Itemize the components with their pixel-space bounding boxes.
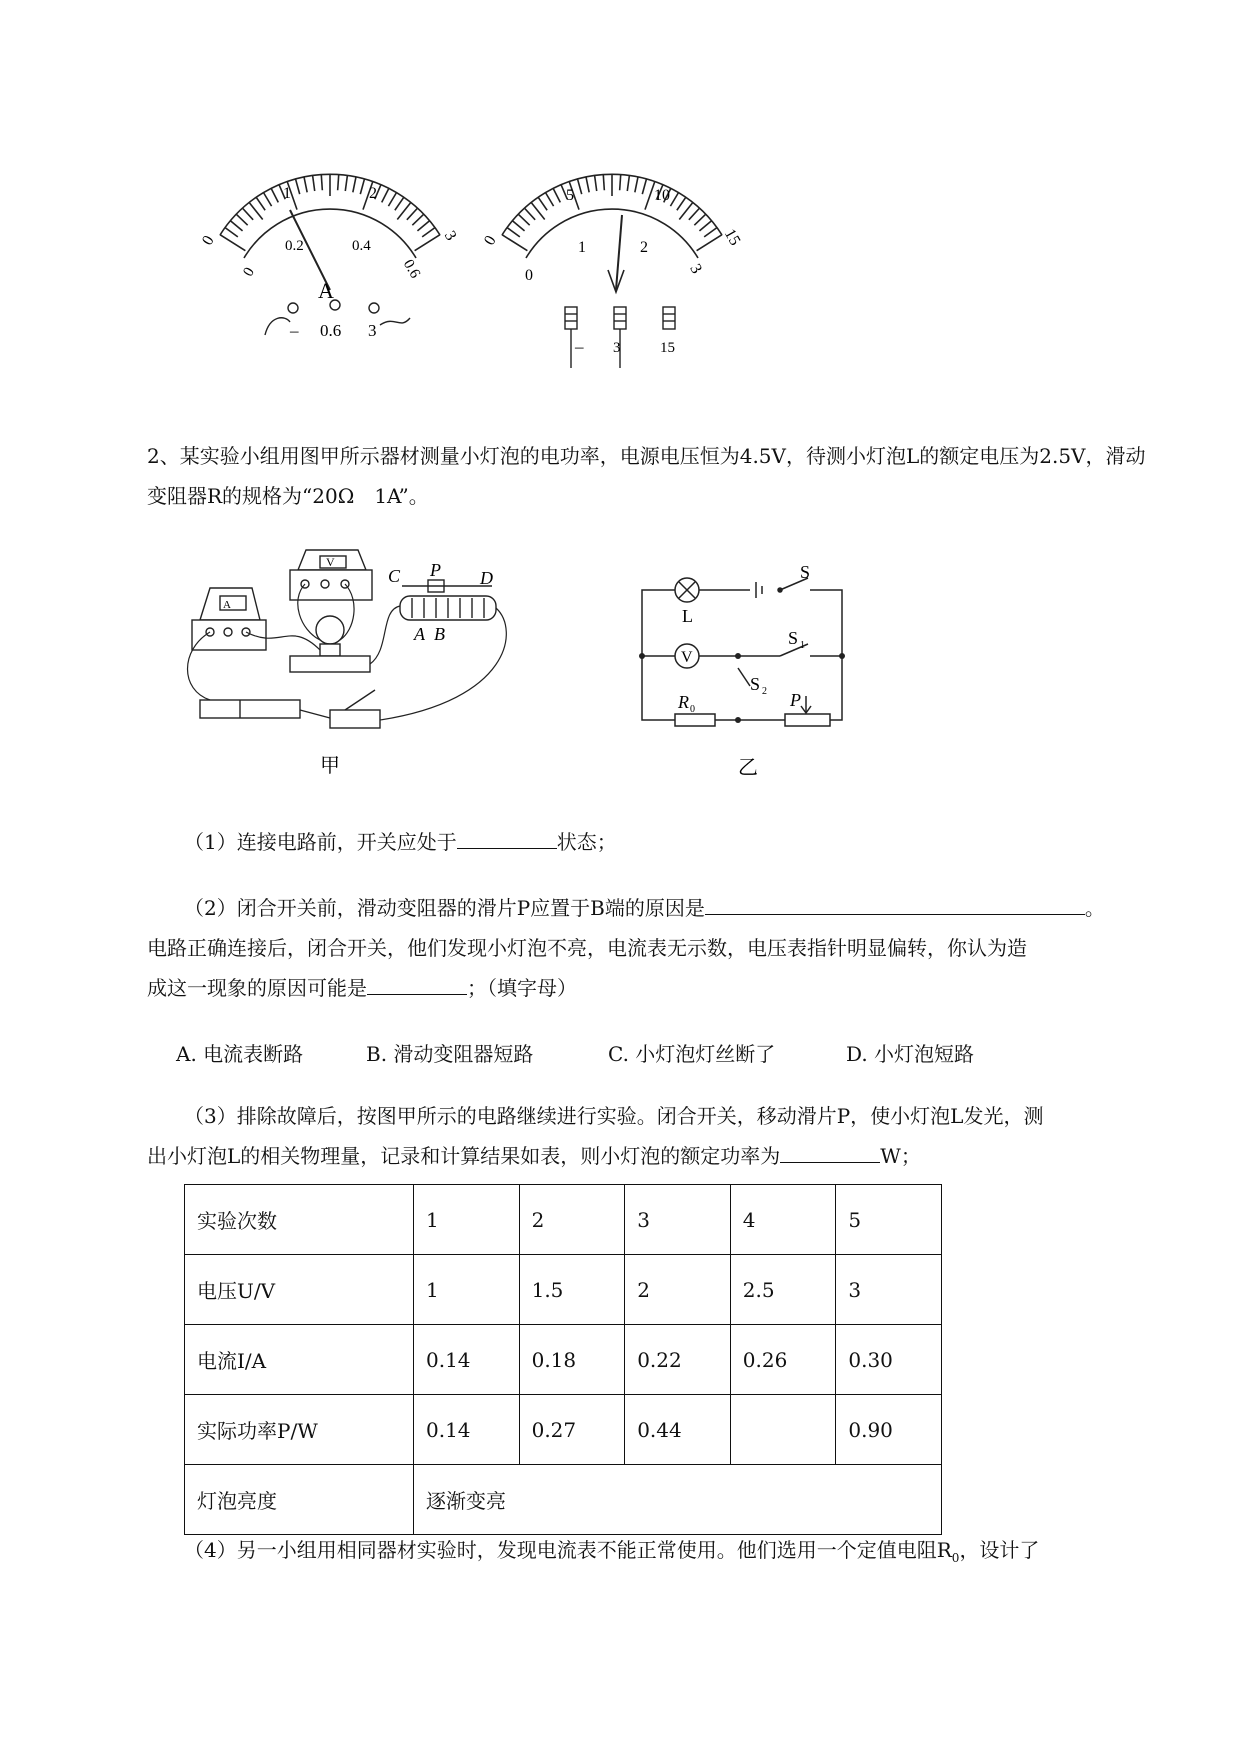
table-cell: 2	[519, 1185, 625, 1255]
table-cell: 3	[836, 1255, 942, 1325]
q2-cause-blank[interactable]	[367, 970, 467, 995]
table-row	[185, 1255, 942, 1325]
fig-yi-label-R0: R	[678, 692, 689, 712]
dial-tick	[538, 197, 547, 210]
voltmeter-terminal-3: 3	[613, 340, 621, 356]
dial-tick	[627, 175, 629, 191]
table-cell: 0.18	[519, 1325, 625, 1395]
q2-line3-after: ；（填字母）	[467, 976, 577, 1000]
dial-tick	[242, 208, 253, 220]
dial-tick	[689, 208, 700, 220]
voltmeter-top-10: 10	[654, 187, 670, 204]
table-cell: 1	[414, 1255, 520, 1325]
dial-tick	[225, 227, 238, 236]
fig-yi-caption: 乙	[738, 757, 758, 779]
q1-answer-blank[interactable]	[457, 824, 557, 849]
voltmeter-bottom-2: 2	[640, 239, 648, 256]
table-cell: 3	[625, 1185, 731, 1255]
table-cell: 1.5	[519, 1255, 625, 1325]
table-row	[185, 1185, 942, 1255]
voltmeter-bottom-0: 0	[525, 267, 533, 284]
q1-text-after: 状态；	[556, 830, 617, 854]
ammeter-top-3: 3	[440, 228, 460, 244]
option-b[interactable]: B. 滑动变阻器短路	[366, 1042, 534, 1066]
fig-jia-label-A2: A	[414, 624, 425, 644]
table-cell: 2.5	[730, 1255, 836, 1325]
voltmeter-terminal-neg: –	[575, 337, 584, 356]
dial-tick	[704, 227, 717, 236]
fig-yi-label-V: V	[681, 649, 693, 666]
ammeter-bottom-0: 0	[240, 264, 258, 280]
voltmeter-top-5: 5	[566, 187, 574, 204]
dial-tick	[502, 235, 527, 251]
dial-tick	[263, 192, 271, 206]
dial-tick	[518, 214, 530, 225]
q2-line3-before: 成这一现象的原因可能是	[147, 976, 367, 1000]
q4-subscript: 0	[951, 1551, 960, 1565]
question-4-line1	[184, 1530, 1164, 1578]
fig-jia-label-A: A	[223, 599, 231, 611]
ammeter-bottom-3: 0.6	[399, 256, 424, 282]
dial-tick	[677, 197, 686, 210]
table-cell: 1	[414, 1185, 520, 1255]
dial-tick	[553, 188, 560, 202]
q4-text-before: （4）另一小组用相同器材实验时，发现电流表不能正常使用。他们选用一个定值电阻R	[184, 1538, 952, 1562]
dial-tick	[360, 179, 364, 194]
dial-tick	[524, 208, 535, 220]
table-cell: 0.90	[836, 1395, 942, 1465]
table-cell: 0.14	[414, 1325, 520, 1395]
dial-tick	[694, 214, 706, 225]
q2-text-after: 。	[1084, 896, 1105, 920]
fig-yi-label-S2: S	[750, 674, 761, 694]
q3-line2-after: W；	[880, 1144, 921, 1168]
dial-tick	[670, 192, 678, 206]
dial-tick	[595, 175, 597, 191]
dial-tick	[256, 197, 265, 210]
fig-jia-label-B: B	[434, 624, 445, 644]
data-table	[184, 1184, 942, 1535]
table-cell: 4	[730, 1185, 836, 1255]
fig-jia-caption: 甲	[320, 755, 340, 777]
q3-power-blank[interactable]	[780, 1138, 880, 1163]
ammeter-terminal-06: 0.6	[320, 321, 342, 340]
fig-jia-label-C: C	[388, 566, 401, 586]
dial-tick	[321, 174, 322, 190]
fig-yi-label-S1: S	[788, 628, 799, 648]
ammeter-top-1: 1	[283, 185, 291, 202]
table-cell: 实验次数	[185, 1185, 414, 1255]
option-d[interactable]: D. 小灯泡短路	[846, 1042, 975, 1066]
dial-tick	[338, 174, 339, 190]
dial-tick	[417, 221, 429, 231]
dial-tick	[395, 197, 404, 210]
figure-yi	[630, 556, 880, 786]
dial-tick	[545, 192, 553, 206]
question-3-line2	[147, 1136, 1157, 1176]
dial-tick	[271, 188, 278, 202]
table-cell: 电压U/V	[185, 1255, 414, 1325]
fig-yi-label-R0-sub: 0	[690, 704, 695, 715]
dial-tick	[313, 175, 315, 191]
dial-tick	[304, 177, 307, 193]
question-2-line3	[147, 968, 1157, 1008]
fig-yi-label-L: L	[682, 606, 693, 626]
voltmeter-bottom-1: 1	[578, 239, 586, 256]
dial-tick	[586, 177, 589, 193]
fig-yi-label-P: P	[790, 690, 801, 710]
question-3-line1: （3）排除故障后，按图甲所示的电路继续进行实验。闭合开关，移动滑片P，使小灯泡L发光，测	[184, 1104, 1044, 1128]
q2-reason-blank[interactable]	[705, 890, 1085, 915]
ammeter-top-2: 2	[369, 185, 377, 202]
dial-tick	[345, 175, 347, 191]
option-c[interactable]: C. 小灯泡灯丝断了	[608, 1042, 776, 1066]
ammeter-terminal-3: 3	[368, 321, 377, 340]
ammeter-terminal-neg: –	[290, 321, 299, 340]
table-cell: 5	[836, 1185, 942, 1255]
table-cell: 灯泡亮度	[185, 1465, 414, 1535]
question-intro: 2、某实验小组用图甲所示器材测量小灯泡的电功率，电源电压恒为4.5V，待测小灯泡L的额定电压为2.5V，滑动变阻器R的规格为“20Ω 1A”。	[147, 444, 1146, 508]
dial-tick	[415, 235, 440, 251]
option-a[interactable]: A. 电流表断路	[176, 1042, 304, 1066]
dial-tick	[603, 174, 604, 190]
question-2-line1	[184, 888, 1164, 928]
q3-line2-before: 出小灯泡L的相关物理量，记录和计算结果如表，则小灯泡的额定功率为	[147, 1144, 781, 1168]
fig-yi-label-S2-sub: 2	[762, 686, 767, 697]
table-cell: 0.14	[414, 1395, 520, 1465]
dial-tick	[220, 235, 245, 251]
table-cell: 0.27	[519, 1395, 625, 1465]
dial-tick	[388, 192, 396, 206]
table-cell: 实际功率P/W	[185, 1395, 414, 1465]
table-cell: 0.44	[625, 1395, 731, 1465]
dial-tick	[295, 179, 299, 194]
voltmeter-top-0: 0	[480, 232, 500, 249]
dial-tick	[236, 214, 248, 225]
fig-jia-label-D: D	[480, 568, 493, 588]
dial-tick	[512, 221, 524, 231]
dial-tick	[407, 208, 418, 220]
fig-yi-label-S1-sub: 1	[800, 640, 805, 651]
meters-figure	[0, 0, 1241, 380]
table-row	[185, 1395, 942, 1465]
ammeter-top-0: 0	[198, 232, 218, 249]
fig-jia-label-P: P	[430, 560, 441, 580]
fig-yi-label-S: S	[800, 562, 811, 582]
dial-tick	[699, 221, 711, 231]
dial-tick	[577, 179, 581, 194]
q2-text-before: （2）闭合开关前，滑动变阻器的滑片P应置于B端的原因是	[184, 896, 705, 920]
dial-tick	[353, 177, 356, 193]
table-cell: 电流I/A	[185, 1325, 414, 1395]
dial-tick	[620, 174, 621, 190]
dial-tick	[230, 221, 242, 231]
ammeter-symbol: A	[318, 278, 334, 303]
table-cell: 0.30	[836, 1325, 942, 1395]
dial-tick	[422, 227, 435, 236]
dial-tick	[635, 177, 638, 193]
voltmeter-terminal-15: 15	[660, 340, 675, 356]
dial-tick	[382, 188, 389, 202]
voltmeter-bottom-3: 3	[686, 261, 706, 277]
table-cell: 0.22	[625, 1325, 731, 1395]
figure-jia	[180, 540, 560, 780]
table-row	[185, 1465, 942, 1535]
q4-text-after: ，设计了	[959, 1538, 1040, 1562]
table-cell: 0.26	[730, 1325, 836, 1395]
ammeter-bottom-1: 0.2	[285, 238, 304, 254]
question-2-line2: 电路正确连接后，闭合开关，他们发现小灯泡不亮，电流表无示数，电压表指针明显偏转，你认为造	[147, 936, 1027, 960]
table-cell-empty[interactable]	[730, 1395, 836, 1465]
table-row	[185, 1325, 942, 1395]
ammeter-bottom-2: 0.4	[352, 238, 371, 254]
voltmeter-top-15: 15	[720, 226, 744, 249]
dial-tick	[642, 179, 646, 194]
table-cell: 2	[625, 1255, 731, 1325]
fig-jia-label-V: V	[326, 555, 335, 569]
table-cell-merged: 逐渐变亮	[414, 1465, 942, 1535]
question-1	[184, 822, 1194, 862]
dial-tick	[412, 214, 424, 225]
dial-tick	[697, 235, 722, 251]
q1-text-before: （1）连接电路前，开关应处于	[184, 830, 457, 854]
dial-tick	[507, 227, 520, 236]
